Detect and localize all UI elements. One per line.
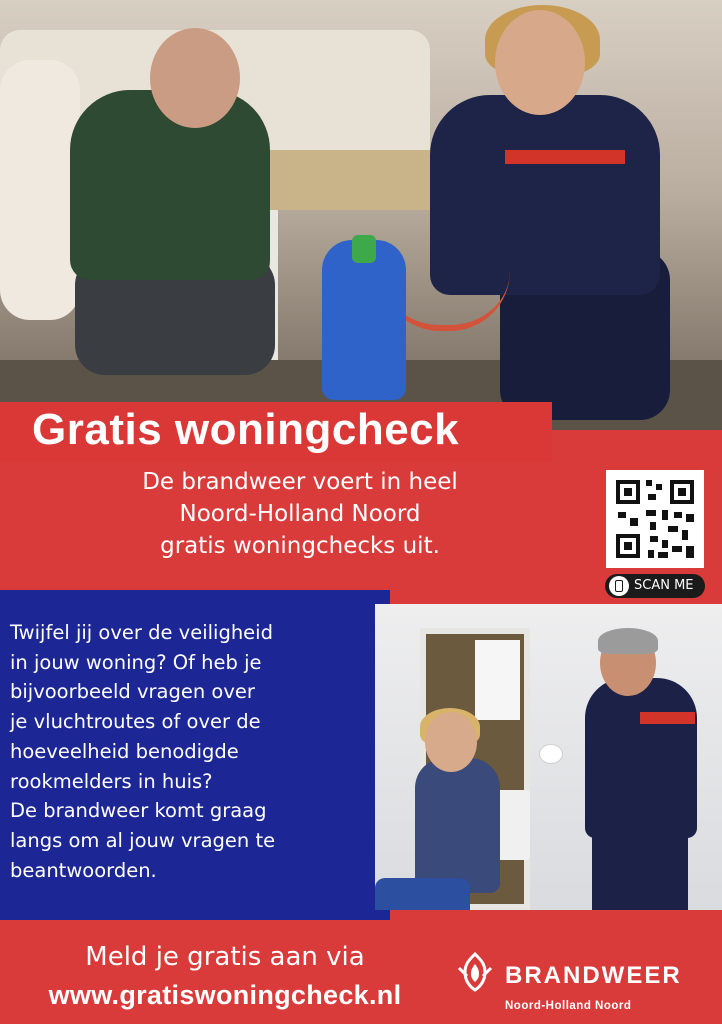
- qr-code[interactable]: [606, 470, 704, 568]
- body-line: langs om al jouw vragen te: [10, 828, 276, 852]
- subtitle: [80, 466, 520, 562]
- uniform-stripe: [505, 150, 625, 164]
- body-line: Twijfel jij over de veiligheid: [10, 621, 273, 644]
- smoke-detector: [540, 745, 562, 763]
- subtitle-line: Noord-Holland Noord: [179, 501, 421, 527]
- qr-code-icon: [606, 470, 704, 568]
- body-line: in jouw woning? Of heb je: [10, 650, 262, 674]
- brand-region: Noord-Holland Noord: [505, 1000, 632, 1012]
- body-line: De brandweer komt graag: [10, 799, 267, 823]
- chair: [375, 878, 470, 910]
- firefighter2-hair: [598, 628, 658, 654]
- brandweer-emblem-icon: [455, 950, 495, 998]
- firefighter-head: [495, 10, 585, 115]
- man-head: [150, 28, 240, 128]
- top-photo-gas-bottle-check: [0, 0, 722, 430]
- body-line: rookmelders in huis?: [10, 769, 213, 793]
- uniform-stripe: [640, 712, 695, 724]
- body-text: [10, 618, 350, 885]
- gas-valve: [352, 235, 376, 263]
- body-line: je vluchtroutes of over de: [10, 710, 261, 734]
- cta-text: Meld je gratis aan via: [85, 942, 365, 972]
- resident-head: [425, 712, 477, 772]
- scan-me-label: SCAN ME: [634, 578, 694, 593]
- brand-name: BRANDWEER: [505, 962, 682, 989]
- page-title: Gratis woningcheck: [32, 405, 460, 454]
- boiler: [475, 640, 520, 720]
- gas-bottle: [322, 240, 406, 400]
- subtitle-line: De brandweer voert in heel: [142, 469, 458, 495]
- website-link[interactable]: www.gratiswoningcheck.nl: [48, 980, 402, 1010]
- phone-icon: [609, 576, 629, 596]
- body-line: hoeveelheid benodigde: [10, 739, 239, 763]
- firefighter2-in-uniform: [585, 678, 697, 838]
- body-line: beantwoorden.: [10, 858, 157, 882]
- subtitle-line: gratis woningchecks uit.: [160, 533, 440, 559]
- body-line: bijvoorbeeld vragen over: [10, 680, 255, 704]
- sofa-arm: [0, 60, 80, 320]
- resident-woman: [415, 758, 500, 893]
